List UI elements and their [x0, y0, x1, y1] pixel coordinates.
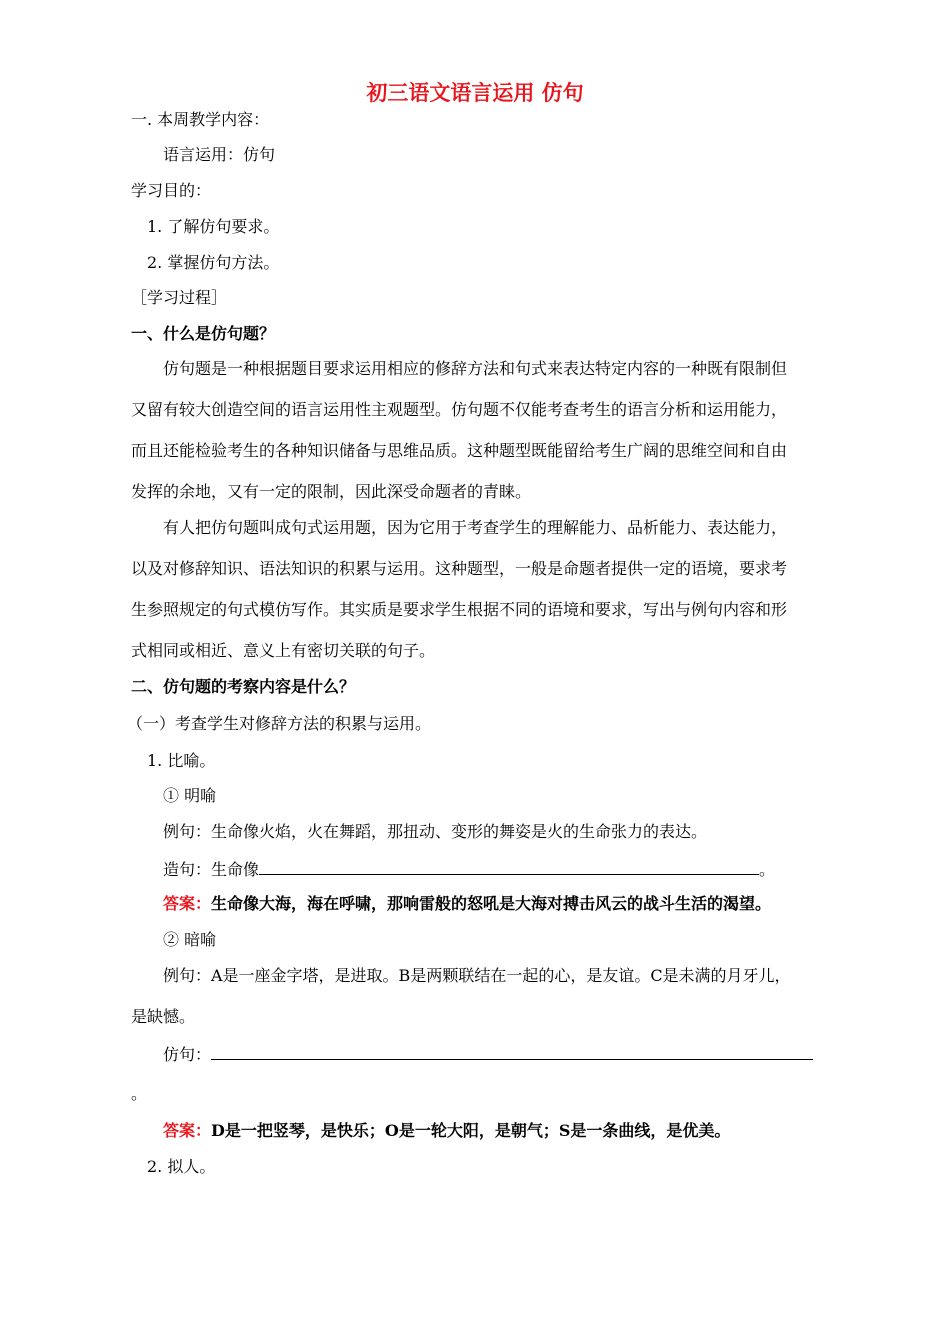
imitate-sentence-row: [163, 1043, 813, 1065]
make-sentence-blank[interactable]: [259, 858, 759, 875]
goal-item-1: 1. 了解仿句要求。: [147, 217, 280, 236]
week-heading: 一. 本周教学内容：: [131, 110, 270, 129]
example-sentence-1: 例句：生命像火焰，火在舞蹈，那扭动、变形的舞姿是火的生命张力的表达。: [163, 822, 708, 841]
paragraph-1-line-3: 而且还能检验考生的各种知识储备与思维品质。这种题型既能留给考生广阔的思维空间和自由: [131, 441, 788, 460]
paragraph-1-line-2: 又留有较大创造空间的语言运用性主观题型。仿句题不仅能考查考生的语言分析和运用能力，: [131, 400, 788, 419]
imitate-sentence-label: 仿句：: [163, 1045, 212, 1064]
section-2-heading: 二、仿句题的考察内容是什么？: [131, 677, 356, 696]
section-1-heading: 一、什么是仿句题？: [131, 324, 276, 343]
example-sentence-2-line-2: 是缺憾。: [131, 1007, 196, 1026]
item-1-simile: 1. 比喻。: [147, 751, 216, 770]
paragraph-2-line-1: 有人把仿句题叫成句式运用题，因为它用于考查学生的理解能力、品析能力、表达能力，: [163, 518, 788, 537]
week-content: 语言运用：仿句: [163, 145, 276, 164]
paragraph-1-line-1: 仿句题是一种根据题目要求运用相应的修辞方法和句式来表达特定内容的一种既有限制但: [163, 359, 788, 378]
page-title: 初三语文语言运用 仿句: [366, 80, 584, 105]
imitate-sentence-blank[interactable]: [211, 1043, 813, 1060]
make-sentence-label: 造句：生命像: [163, 860, 260, 879]
paragraph-2-line-3: 生参照规定的句式模仿写作。其实质是要求学生根据不同的语境和要求，写出与例句内容和形: [131, 600, 788, 619]
imitate-sentence-end: 。: [131, 1084, 148, 1103]
goal-item-2: 2. 掌握仿句方法。: [147, 253, 280, 272]
answer-1-text: 生命像大海，海在呼啸，那响雷般的怒吼是大海对搏击风云的战斗生活的渴望。: [211, 894, 772, 913]
item-2-personification: 2. 拟人。: [147, 1157, 216, 1176]
answer-2-text: D是一把竖琴，是快乐；O是一轮大阳，是朝气；S是一条曲线，是优美。: [211, 1121, 731, 1140]
answer-label: 答案：: [163, 894, 212, 913]
process-heading: ［学习过程］: [131, 288, 228, 307]
paragraph-2-line-4: 式相同或相近、意义上有密切关联的句子。: [131, 641, 436, 660]
answer-1-row: [163, 894, 771, 914]
metaphor-label: ② 暗喻: [163, 930, 217, 949]
paragraph-1-line-4: 发挥的余地，又有一定的限制，因此深受命题者的青睐。: [131, 482, 532, 501]
simile-label: ① 明喻: [163, 786, 217, 805]
subsection-1-heading: （一）考查学生对修辞方法的积累与运用。: [127, 714, 432, 733]
answer-label-2: 答案：: [163, 1121, 212, 1140]
make-sentence-row: [163, 858, 775, 880]
make-sentence-end: 。: [759, 860, 776, 879]
example-sentence-2-line-1: 例句：A是一座金字塔，是进取。B是两颗联结在一起的心，是友谊。C是未满的月牙儿，: [163, 966, 791, 985]
answer-2-row: [163, 1121, 730, 1141]
paragraph-2-line-2: 以及对修辞知识、语法知识的积累与运用。这种题型，一般是命题者提供一定的语境，要求考: [131, 559, 788, 578]
goal-heading: 学习目的：: [131, 181, 212, 200]
